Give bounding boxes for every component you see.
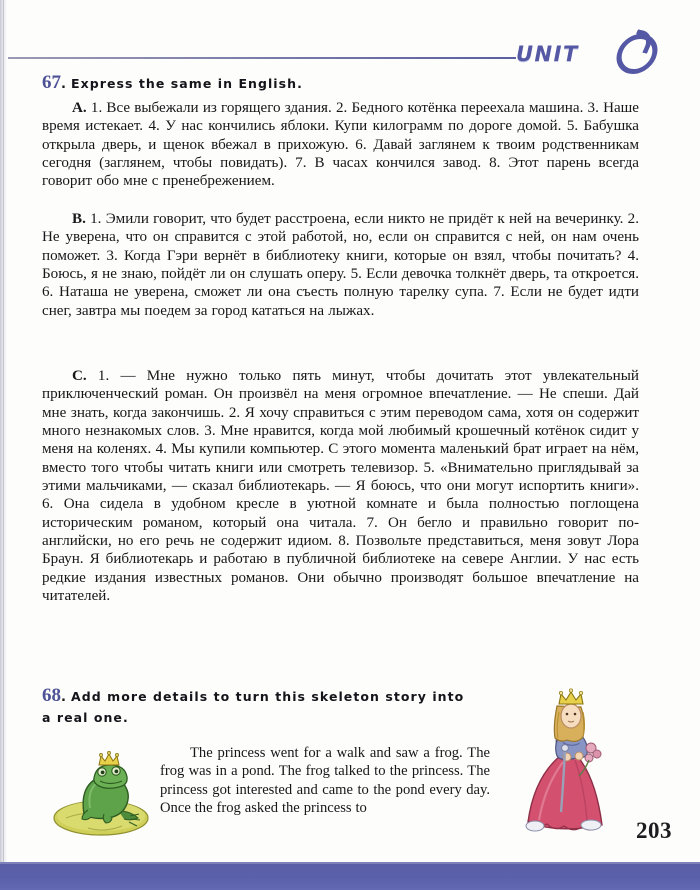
header-rule: [8, 57, 516, 59]
part-a-text: 1. Все выбежали из горящего здания. 2. Бедного котёнка переехала машина. 3. Наше время истекает. 4. У нас кончились яблоки. Купи килограмм по дороге домой. 5. Бабушка открыла дверь, и щенок вбежал в прихожую. 6. Давай заглянем к твоим родственникам сегодня (заглянем, чтобы повидать). 7. В часах кончился завод. 8. Этот парень всегда говорит обо мне с пренебрежением.: [42, 100, 639, 190]
exercise-67-part-b: [42, 210, 639, 320]
exercise-67-heading: [42, 72, 303, 94]
frog-on-lilypad-icon: [44, 748, 156, 840]
exercise-67-part-c: [42, 367, 639, 605]
part-c-text: 1. — Мне нужно только пять минут, чтобы дочитать этот увлекательный приключенческий роман. Он произвёл на меня огромное впечатление. — Не спеши. Дай мне знать, когда закончишь. 2. Я хочу справиться с этим переводом сама, хотя он содержит много незнакомых слов. 3. Мне нравится, когда мой любимый крошечный котёнок сидит у меня на коленях. 4. Мы купили компьютер. С этого момента маленький брат играет на нём, вместо того чтобы читать книги или смотреть телевизор. 5. «Внимательно приглядывай за этими мальчиками, — сказал библиотекарь. — Я боюсь, что они могут испортить книги». 6. Она сидела в удобном кресле в уютной комнате и была полностью поглощена историческим романом, который она читала. 7. Он бегло и правильно говорит по-английски, но его речь не содержит идиом. 8. Позвольте представиться, меня зовут Лора Браун. Я библиотекарь и работаю в публичной библиотеке на севере Англии. У нас есть редкие издания известных романов. Они обычно производят большое впечатление на читателей.: [42, 368, 639, 605]
exercise-67-title: Express the same in English.: [71, 76, 303, 91]
page-spine-line: [3, 0, 4, 890]
exercise-67-part-a: [42, 99, 639, 191]
page-number: 203: [636, 818, 672, 843]
exercise-68-number: 68: [42, 685, 61, 706]
footer-band: [0, 862, 700, 890]
princess-icon: [505, 688, 635, 840]
exercise-68-story-text: The princess went for a walk and saw a frog. The frog was in a pond. The frog talked to the princess. The princess got interested and came to the pond every day. Once the frog asked the princess to: [160, 745, 490, 817]
part-a-letter: A.: [72, 100, 87, 116]
part-c-letter: C.: [72, 368, 87, 384]
exercise-68-title: Add more details to turn this skeleton story into a real one.: [42, 689, 465, 725]
exercise-67-number: 67: [42, 72, 61, 93]
part-b-text: 1. Эмили говорит, что будет расстроена, если никто не придёт к ней на вечеринку. 2. Не уверена, что он справится с этой работой, но, если он справится с ней, он нам очень поможет. 3. Когда Гэри вернёт в библиотеку книги, которые он взял, чтобы почитать? 4. Боюсь, я не знаю, пойдёт ли он слушать оперу. 5. Если девочка толкнёт дверь, та откроется. 6. Наташа не уверена, сможет ли она съесть полную тарелку супа. 7. Если не будет идти снег, завтра мы поедем за город кататься на лыжах.: [42, 211, 639, 319]
unit-number-badge: [617, 34, 653, 70]
exercise-68-heading: [42, 686, 472, 727]
exercise-68-dot: .: [61, 690, 66, 705]
page-header: [0, 24, 700, 70]
part-b-letter: B.: [72, 211, 86, 227]
exercise-67-dot: .: [61, 77, 66, 92]
unit-label: UNIT: [516, 42, 579, 66]
